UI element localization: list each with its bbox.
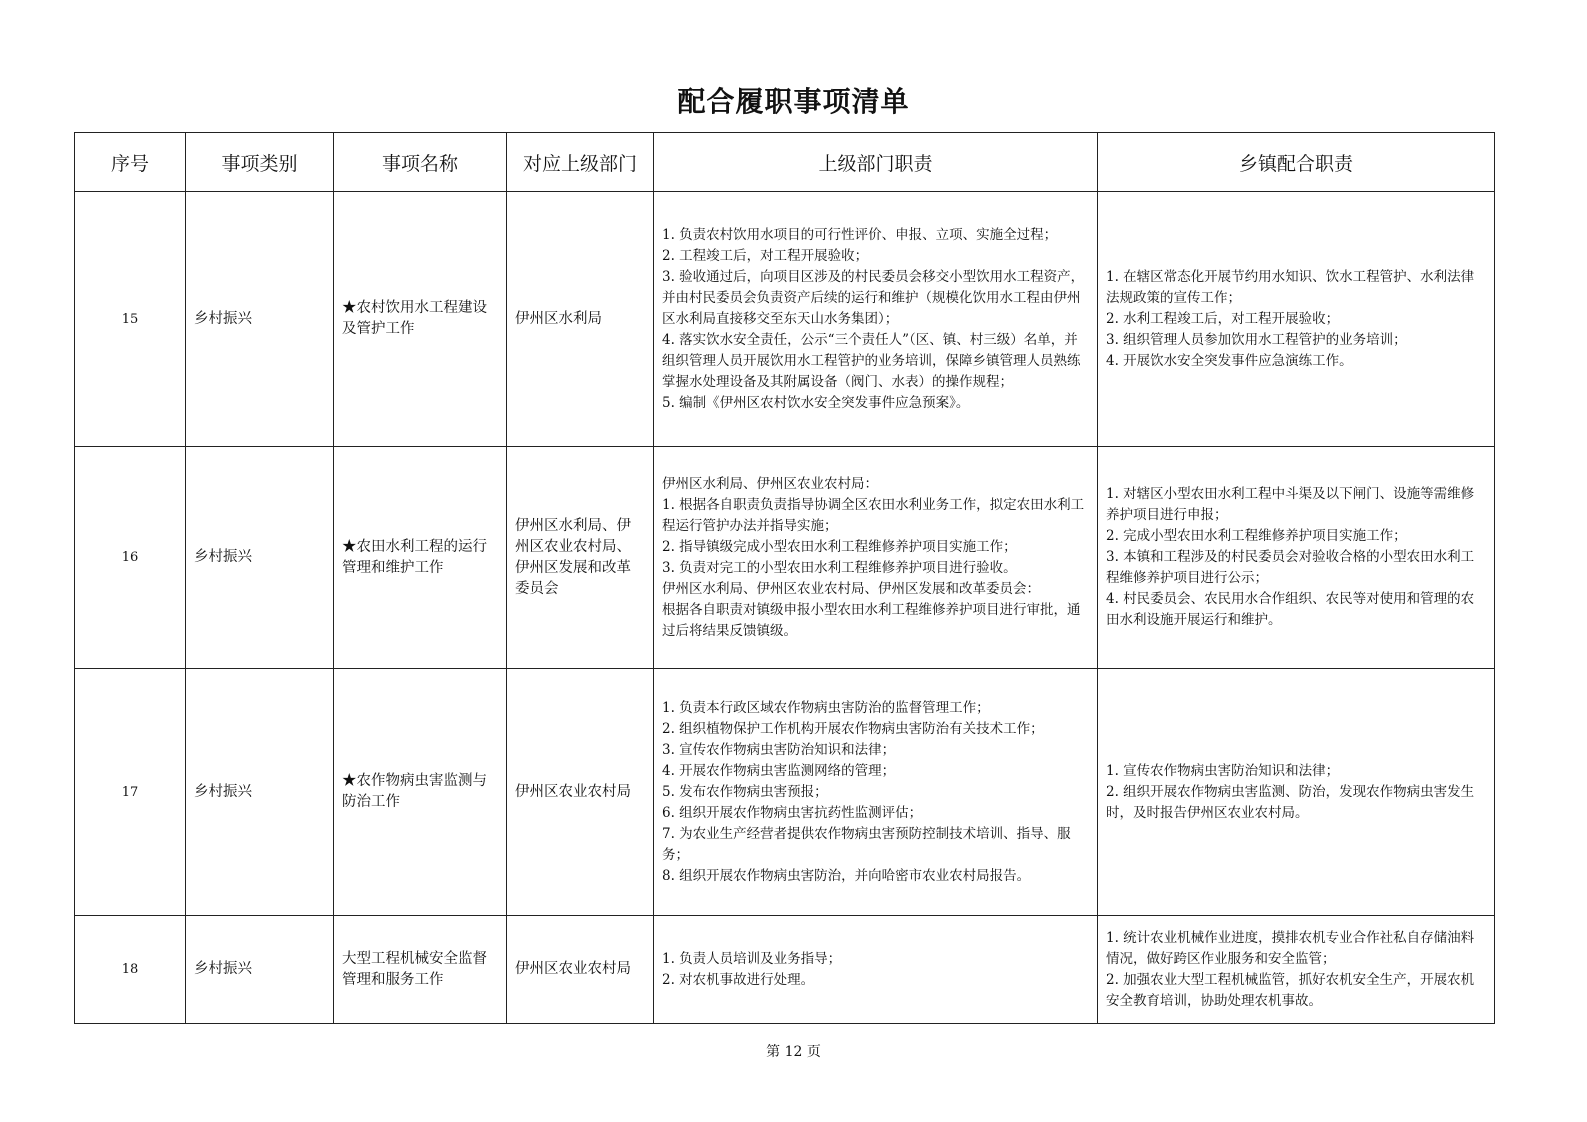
row-category: 乡村振兴 bbox=[186, 447, 334, 669]
row-num: 17 bbox=[75, 669, 186, 916]
row-town-duties bbox=[1098, 447, 1495, 669]
row-department: 伊州区农业农村局 bbox=[507, 916, 654, 1024]
duty-line: 8. 组织开展农作物病虫害防治，并向哈密市农业农村局报告。 bbox=[662, 867, 1031, 884]
duty-line: 2. 工程竣工后，对工程开展验收； bbox=[662, 247, 869, 264]
header-town-duties: 乡镇配合职责 bbox=[1098, 133, 1495, 192]
page-title: 配合履职事项清单 bbox=[677, 85, 910, 118]
header-num: 序号 bbox=[75, 133, 186, 192]
duty-line: 1. 负责农村饮用水项目的可行性评价、申报、立项、实施全过程； bbox=[662, 226, 1058, 243]
row-category: 乡村振兴 bbox=[186, 669, 334, 916]
header-department: 对应上级部门 bbox=[507, 133, 654, 192]
duty-line: 3. 负责对完工的小型农田水利工程维修养护项目进行验收。 bbox=[662, 559, 1017, 576]
duty-line: 2. 组织植物保护工作机构开展农作物病虫害防治有关技术工作； bbox=[662, 720, 1044, 737]
duty-line: 1. 宣传农作物病虫害防治知识和法律； bbox=[1106, 762, 1340, 779]
duty-line: 1. 负责本行政区域农作物病虫害防治的监督管理工作； bbox=[662, 699, 990, 716]
row-category: 乡村振兴 bbox=[186, 192, 334, 447]
duty-line: 2. 对农机事故进行处理。 bbox=[662, 971, 815, 988]
duty-line: 5. 编制《伊州区农村饮水安全突发事件应急预案》。 bbox=[662, 394, 970, 411]
duty-line: 3. 验收通过后，向项目区涉及的村民委员会移交小型饮用水工程资产，并由村民委员会负责资产后续的运行和维护（规模化饮用水工程由伊州区水利局直接移交至东天山水务集团）； bbox=[662, 268, 1085, 327]
header-category: 事项类别 bbox=[186, 133, 334, 192]
duty-line: 4. 落实饮水安全责任，公示“三个责任人”（区、镇、村三级）名单，并组织管理人员开展饮用水工程管护的业务培训，保障乡镇管理人员熟练掌握水处理设备及其附属设备（阀门、水表）的操作规程； bbox=[662, 331, 1081, 390]
duty-line: 1. 统计农业机械作业进度，摸排农机专业合作社私自存储油料情况，做好跨区作业服务和安全监管； bbox=[1106, 929, 1475, 967]
header-upper-duties: 上级部门职责 bbox=[654, 133, 1098, 192]
duty-line: 根据各自职责对镇级申报小型农田水利工程维修养护项目进行审批，通过后将结果反馈镇级。 bbox=[662, 601, 1081, 639]
table-row bbox=[75, 447, 1495, 669]
duty-line: 4. 开展饮水安全突发事件应急演练工作。 bbox=[1106, 352, 1353, 369]
row-name: ★农作物病虫害监测与防治工作 bbox=[334, 669, 507, 916]
duty-line: 1. 根据各自职责负责指导协调全区农田水利业务工作，拟定农田水利工程运行管护办法并指导实施； bbox=[662, 496, 1085, 534]
duty-line: 1. 负责人员培训及业务指导； bbox=[662, 950, 842, 967]
duty-line: 伊州区水利局、伊州区农业农村局： bbox=[662, 475, 878, 492]
row-name: 大型工程机械安全监督管理和服务工作 bbox=[334, 916, 507, 1024]
duty-line: 伊州区水利局、伊州区农业农村局、伊州区发展和改革委员会： bbox=[662, 580, 1040, 597]
row-name: ★农田水利工程的运行管理和维护工作 bbox=[334, 447, 507, 669]
row-upper-duties bbox=[654, 447, 1098, 669]
row-town-duties bbox=[1098, 669, 1495, 916]
duty-line: 4. 开展农作物病虫害监测网络的管理； bbox=[662, 762, 896, 779]
row-category: 乡村振兴 bbox=[186, 916, 334, 1024]
header-name: 事项名称 bbox=[334, 133, 507, 192]
table-row bbox=[75, 669, 1495, 916]
page-number: 第 12 页 bbox=[766, 1044, 821, 1060]
duty-line: 2. 加强农业大型工程机械监管，抓好农机安全生产，开展农机安全教育培训，协助处理农机事故。 bbox=[1106, 971, 1475, 1009]
table-header-row bbox=[75, 133, 1495, 192]
row-department: 伊州区农业农村局 bbox=[507, 669, 654, 916]
duty-line: 5. 发布农作物病虫害预报； bbox=[662, 783, 828, 800]
duty-line: 6. 组织开展农作物病虫害抗药性监测评估； bbox=[662, 804, 923, 821]
duty-line: 3. 组织管理人员参加饮用水工程管护的业务培训； bbox=[1106, 331, 1407, 348]
duty-line: 3. 本镇和工程涉及的村民委员会对验收合格的小型农田水利工程维修养护项目进行公示； bbox=[1106, 549, 1475, 586]
duty-line: 2. 指导镇级完成小型农田水利工程维修养护项目实施工作； bbox=[662, 538, 1017, 555]
duty-line: 2. 组织开展农作物病虫害监测、防治，发现农作物病虫害发生时，及时报告伊州区农业农村局。 bbox=[1106, 783, 1475, 821]
row-num: 16 bbox=[75, 447, 186, 669]
table-row bbox=[75, 916, 1495, 1024]
row-department: 伊州区水利局 bbox=[507, 192, 654, 447]
table-row bbox=[75, 192, 1495, 447]
duty-line: 7. 为农业生产经营者提供农作物病虫害预防控制技术培训、指导、服务； bbox=[662, 825, 1071, 863]
duty-table bbox=[74, 132, 1495, 1024]
duty-line: 1. 对辖区小型农田水利工程中斗渠及以下闸门、设施等需维修养护项目进行申报； bbox=[1106, 486, 1475, 523]
duty-line: 2. 水利工程竣工后，对工程开展验收； bbox=[1106, 310, 1340, 327]
row-name: ★农村饮用水工程建设及管护工作 bbox=[334, 192, 507, 447]
row-upper-duties bbox=[654, 669, 1098, 916]
row-department: 伊州区水利局、伊州区农业农村局、伊州区发展和改革委员会 bbox=[507, 447, 654, 669]
row-town-duties bbox=[1098, 192, 1495, 447]
row-num: 15 bbox=[75, 192, 186, 447]
row-num: 18 bbox=[75, 916, 186, 1024]
row-upper-duties bbox=[654, 916, 1098, 1024]
row-upper-duties bbox=[654, 192, 1098, 447]
duty-line: 3. 宣传农作物病虫害防治知识和法律； bbox=[662, 741, 896, 758]
duty-line: 4. 村民委员会、农民用水合作组织、农民等对使用和管理的农田水利设施开展运行和维护。 bbox=[1106, 591, 1475, 628]
duty-line: 1. 在辖区常态化开展节约用水知识、饮水工程管护、水利法律法规政策的宣传工作； bbox=[1106, 268, 1475, 306]
duty-line: 2. 完成小型农田水利工程维修养护项目实施工作； bbox=[1106, 528, 1407, 544]
row-town-duties bbox=[1098, 916, 1495, 1024]
